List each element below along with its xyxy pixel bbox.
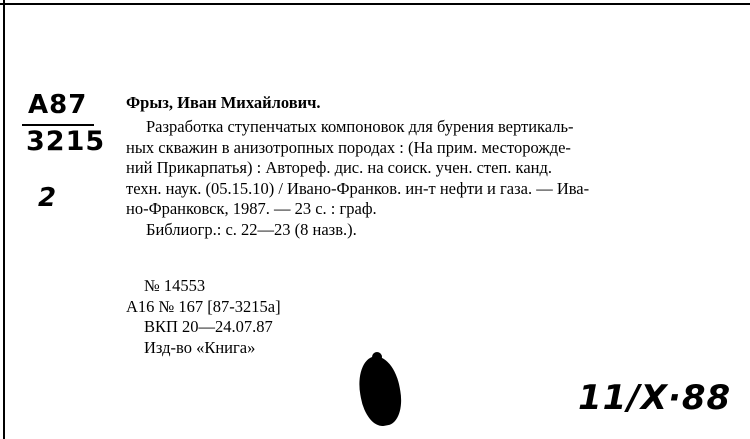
publisher-line: Изд-во «Книга» bbox=[144, 337, 256, 357]
description-line: но-Франковск, 1987. — 23 с. : граф. bbox=[126, 199, 377, 218]
description-line: ных скважин в анизотропных породах : (На прим. месторожде- bbox=[126, 137, 571, 157]
author-heading: Фрыз, Иван Михайлович. bbox=[126, 93, 321, 112]
card-top-edge bbox=[0, 3, 750, 5]
registration-block bbox=[126, 276, 281, 358]
description-line: ний Прикарпатья) : Автореф. дис. на соиск. учен. степ. канд. bbox=[126, 158, 552, 177]
call-number-bottom: 3215 bbox=[26, 126, 106, 157]
call-number-top: А87 bbox=[28, 90, 88, 120]
bibliographic-description bbox=[126, 117, 589, 240]
ink-blot bbox=[354, 353, 406, 429]
ink-blot-dot bbox=[372, 352, 382, 362]
bibliography-note: Библиогр.: с. 22—23 (8 назв.). bbox=[146, 219, 357, 239]
description-line: техн. наук. (05.15.10) / Ивано-Франков. ин-т нефти и газа. — Ива- bbox=[126, 178, 590, 198]
description-line: Разработка ступенчатых компоновок для бурения вертикаль- bbox=[146, 117, 574, 136]
handwritten-date: 11/X·88 bbox=[578, 378, 732, 418]
record-number: № 14553 bbox=[144, 276, 206, 295]
vkp-line: ВКП 20—24.07.87 bbox=[144, 317, 273, 336]
index-line: А16 № 167 [87-3215а] bbox=[126, 296, 281, 316]
card-left-edge bbox=[3, 0, 5, 439]
copy-mark: 2 bbox=[38, 183, 57, 213]
